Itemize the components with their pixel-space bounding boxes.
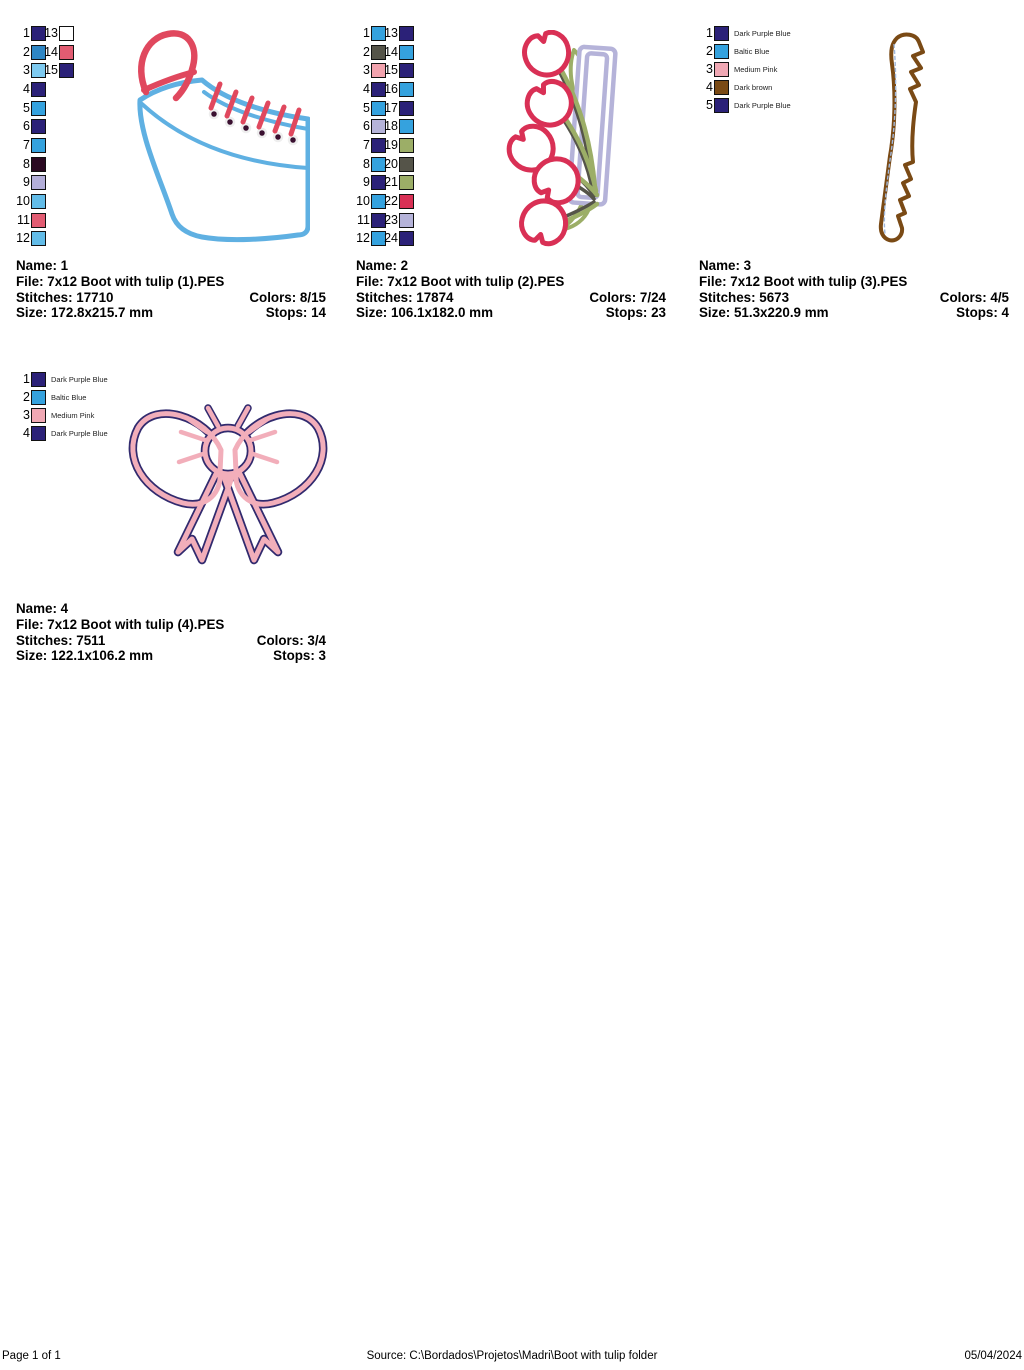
design-colors: Colors: 4/5	[939, 289, 1009, 305]
thread-number: 8	[363, 156, 370, 171]
thread-color-swatch	[399, 101, 414, 116]
thread-color-swatch	[714, 80, 729, 95]
thread-color-swatch	[399, 63, 414, 78]
thread-number: 1	[363, 25, 370, 40]
sole-thumbnail	[871, 30, 946, 248]
palette-row	[16, 43, 46, 62]
palette-row	[356, 80, 386, 99]
thread-color-swatch	[399, 175, 414, 190]
thread-number: 12	[16, 231, 30, 246]
design-size: Size: 122.1x106.2 mm	[16, 648, 153, 664]
thread-number: 4	[23, 81, 30, 96]
design-colors: Colors: 7/24	[589, 289, 666, 305]
thread-number: 11	[357, 212, 370, 227]
thread-color-swatch	[399, 119, 414, 134]
thread-number: 3	[23, 63, 30, 78]
thread-number: 14	[384, 44, 398, 59]
thread-color-name: Dark Purple Blue	[734, 28, 791, 38]
palette-row	[16, 136, 46, 155]
design-stitches: Stitches: 17710	[16, 289, 114, 305]
thread-number: 14	[44, 44, 58, 59]
thread-color-swatch	[31, 390, 46, 405]
thread-color-swatch	[399, 82, 414, 97]
thread-number: 13	[44, 25, 58, 40]
palette-row	[699, 24, 791, 42]
thread-color-name: Baltic Blue	[734, 46, 770, 56]
thread-number: 4	[23, 426, 30, 441]
thread-color-swatch	[399, 138, 414, 153]
thread-color-swatch	[31, 138, 46, 153]
thread-number: 23	[384, 212, 398, 227]
design-file: File: 7x12 Boot with tulip (1).PES	[16, 273, 225, 289]
boot-thumbnail	[130, 28, 310, 248]
palette-row	[356, 211, 386, 230]
thread-number: 2	[23, 44, 30, 59]
thread-color-swatch	[399, 26, 414, 41]
thread-color-name: Medium Pink	[51, 410, 95, 420]
thread-number: 17	[384, 100, 398, 115]
thread-color-swatch	[31, 213, 46, 228]
footer-page-number: Page 1 of 1	[2, 1350, 61, 1362]
design-info	[16, 258, 326, 321]
thread-number: 3	[706, 61, 713, 76]
palette-row	[356, 174, 386, 193]
design-file: File: 7x12 Boot with tulip (2).PES	[356, 273, 565, 289]
palette-row	[384, 99, 414, 118]
thread-number: 7	[23, 137, 30, 152]
thread-number: 15	[384, 63, 398, 78]
palette-column-2	[384, 24, 414, 248]
palette-row	[384, 24, 414, 43]
palette-row	[16, 388, 108, 406]
thread-number: 7	[363, 137, 370, 152]
thread-number: 19	[384, 137, 398, 152]
thread-number: 13	[384, 25, 398, 40]
thread-number: 18	[384, 119, 398, 134]
palette-row	[356, 192, 386, 211]
design-colors: Colors: 8/15	[249, 289, 326, 305]
palette-row	[16, 230, 46, 249]
thread-number: 6	[363, 119, 370, 134]
thread-number: 12	[356, 231, 370, 246]
palette-row	[16, 370, 108, 388]
palette-row	[16, 24, 46, 43]
thread-color-swatch	[31, 231, 46, 246]
palette-row	[699, 42, 791, 60]
palette-row	[16, 80, 46, 99]
palette-row	[16, 99, 46, 118]
thread-number: 2	[23, 389, 30, 404]
thread-number: 22	[384, 194, 398, 209]
palette-row	[384, 43, 414, 62]
design-stitches: Stitches: 5673	[699, 289, 790, 305]
thread-color-swatch	[31, 426, 46, 441]
design-size: Size: 172.8x215.7 mm	[16, 305, 153, 321]
palette-row	[699, 60, 791, 78]
design-size: Size: 106.1x182.0 mm	[356, 305, 493, 321]
thread-color-swatch	[714, 44, 729, 59]
palette-row	[16, 174, 46, 193]
palette-row	[384, 230, 414, 249]
thread-number: 24	[384, 231, 398, 246]
thread-color-name: Medium Pink	[734, 64, 778, 74]
palette-row	[384, 136, 414, 155]
footer-date: 05/04/2024	[964, 1350, 1022, 1362]
palette-row	[16, 192, 46, 211]
thread-color-swatch	[31, 119, 46, 134]
design-stitches: Stitches: 17874	[356, 289, 454, 305]
palette-row	[356, 117, 386, 136]
thread-color-name: Baltic Blue	[51, 392, 87, 402]
palette-row	[384, 174, 414, 193]
palette-row	[356, 136, 386, 155]
thread-number: 5	[23, 100, 30, 115]
design-card-1	[16, 18, 328, 324]
palette-row	[16, 61, 46, 80]
thread-color-swatch	[399, 157, 414, 172]
palette-row	[699, 97, 791, 115]
thread-color-name: Dark Purple Blue	[734, 101, 791, 111]
palette-row	[384, 211, 414, 230]
thread-color-swatch	[59, 63, 74, 78]
thread-number: 1	[706, 25, 713, 40]
thread-color-swatch	[399, 194, 414, 209]
design-name: Name: 1	[16, 258, 69, 273]
palette-column-1	[356, 24, 386, 248]
palette-column	[16, 370, 108, 443]
palette-row	[44, 61, 74, 80]
thread-color-swatch	[31, 157, 46, 172]
thread-number: 9	[363, 175, 370, 190]
design-info	[16, 601, 326, 664]
thread-number: 2	[363, 44, 370, 59]
design-stops: Stops: 23	[605, 305, 666, 321]
design-card-2	[356, 18, 668, 324]
thread-color-swatch	[31, 101, 46, 116]
design-stitches: Stitches: 7511	[16, 632, 106, 648]
design-stops: Stops: 14	[265, 305, 326, 321]
design-name: Name: 3	[699, 258, 752, 273]
palette-row	[16, 406, 108, 424]
thread-number: 3	[363, 63, 370, 78]
design-stops: Stops: 3	[273, 648, 326, 664]
thread-number: 8	[23, 156, 30, 171]
thread-number: 9	[23, 175, 30, 190]
palette-row	[356, 230, 386, 249]
thread-number: 20	[384, 156, 398, 171]
design-name: Name: 2	[356, 258, 409, 273]
palette-row	[356, 43, 386, 62]
footer-source-path: Source: C:\Bordados\Projetos\Madri\Boot with tulip folder	[366, 1350, 658, 1362]
palette-column-2	[44, 24, 74, 80]
palette-row	[44, 43, 74, 62]
thread-number: 10	[356, 194, 370, 209]
thread-color-swatch	[399, 213, 414, 228]
design-info	[356, 258, 666, 321]
thread-number: 1	[23, 371, 30, 386]
palette-column	[699, 24, 791, 115]
thread-number: 3	[23, 407, 30, 422]
design-card-3	[699, 18, 1011, 324]
palette-row	[384, 155, 414, 174]
thread-color-swatch	[714, 26, 729, 41]
palette-column-1	[16, 24, 46, 248]
thread-number: 10	[16, 194, 30, 209]
thread-color-swatch	[31, 372, 46, 387]
design-colors: Colors: 3/4	[256, 632, 326, 648]
design-file: File: 7x12 Boot with tulip (4).PES	[16, 616, 225, 632]
palette-row	[16, 211, 46, 230]
palette-row	[16, 425, 108, 443]
design-card-4	[16, 366, 328, 666]
palette-row	[356, 155, 386, 174]
design-info	[699, 258, 1009, 321]
thread-color-swatch	[714, 62, 729, 77]
thread-color-name: Dark brown	[734, 83, 773, 93]
thread-number: 4	[363, 81, 370, 96]
thread-number: 15	[44, 63, 58, 78]
tulips-thumbnail	[502, 30, 634, 250]
thread-color-swatch	[399, 231, 414, 246]
thread-number: 1	[23, 25, 30, 40]
thread-color-swatch	[31, 194, 46, 209]
thread-color-swatch	[31, 82, 46, 97]
thread-number: 5	[706, 98, 713, 113]
thread-number: 4	[706, 80, 713, 95]
thread-number: 16	[384, 81, 398, 96]
palette-row	[356, 24, 386, 43]
palette-row	[16, 155, 46, 174]
palette-row	[356, 99, 386, 118]
thread-color-swatch	[31, 175, 46, 190]
palette-row	[44, 24, 74, 43]
design-stops: Stops: 4	[956, 305, 1009, 321]
palette-row	[384, 192, 414, 211]
thread-color-name: Dark Purple Blue	[51, 429, 108, 439]
palette-row	[356, 61, 386, 80]
thread-color-swatch	[399, 45, 414, 60]
thread-color-swatch	[714, 98, 729, 113]
design-size: Size: 51.3x220.9 mm	[699, 305, 829, 321]
palette-row	[384, 117, 414, 136]
sole-outline	[881, 35, 923, 241]
thread-number: 21	[384, 175, 398, 190]
design-file: File: 7x12 Boot with tulip (3).PES	[699, 273, 908, 289]
design-name: Name: 4	[16, 601, 69, 616]
thread-number: 5	[363, 100, 370, 115]
palette-row	[384, 80, 414, 99]
thread-color-swatch	[59, 45, 74, 60]
bow-thumbnail	[123, 394, 333, 570]
thread-number: 6	[23, 119, 30, 134]
thread-color-swatch	[31, 408, 46, 423]
thread-color-swatch	[59, 26, 74, 41]
thread-color-name: Dark Purple Blue	[51, 374, 108, 384]
palette-row	[699, 79, 791, 97]
thread-number: 2	[706, 43, 713, 58]
palette-row	[384, 61, 414, 80]
thread-number: 11	[17, 212, 30, 227]
palette-row	[16, 117, 46, 136]
